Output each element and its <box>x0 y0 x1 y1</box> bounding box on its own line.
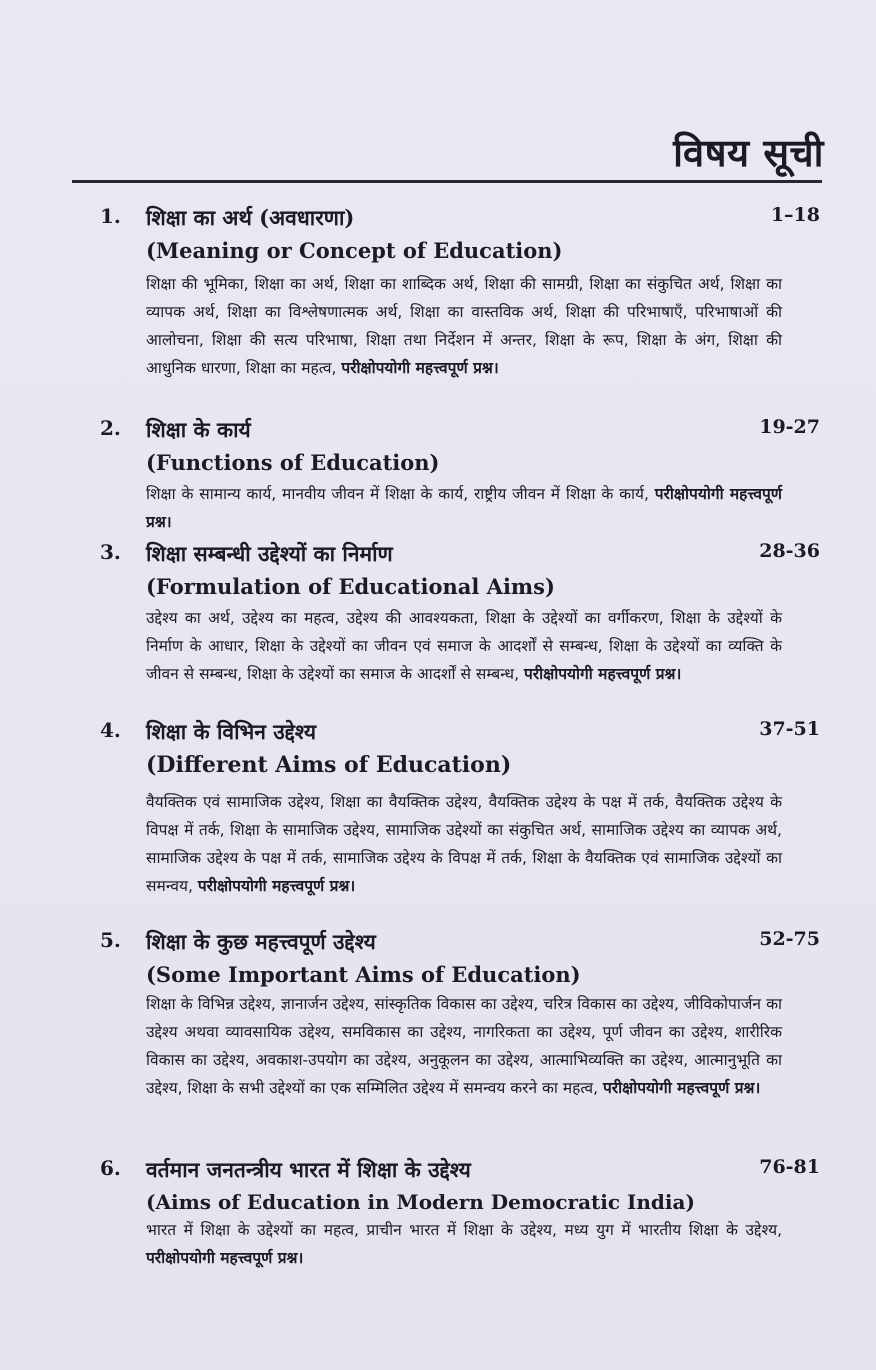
chapter-pages: 1–18 <box>770 204 820 226</box>
chapter-pages: 52-75 <box>759 928 820 950</box>
chapter-pages: 76-81 <box>759 1156 820 1178</box>
chapter-closing: परीक्षोपयोगी महत्त्वपूर्ण प्रश्न। <box>146 485 782 531</box>
chapter-closing: परीक्षोपयोगी महत्त्वपूर्ण प्रश्न। <box>602 1079 761 1097</box>
chapter-description <box>146 788 782 900</box>
chapter-topics: शिक्षा की भूमिका, शिक्षा का अर्थ, शिक्षा का शाब्दिक अर्थ, शिक्षा की सामग्री, शिक्षा का संकुचित अर्थ, शिक्षा का व्यापक अर्थ, शिक्षा का विश्लेषणात्मक अर्थ, शिक्षा का वास्तविक अर्थ, शिक्षा की परिभाषाएँ, परिभाषाओं की आलोचना, शिक्षा की सत्य परिभाषा, शिक्षा तथा निर्देशन में अन्तर, शिक्षा के रूप, शिक्षा के अंग, शिक्षा की आधुनिक धारणा, शिक्षा का महत्व, <box>146 275 782 377</box>
chapter-pages: 37-51 <box>759 718 820 740</box>
chapter-description <box>146 270 782 382</box>
chapter-closing: परीक्षोपयोगी महत्त्वपूर्ण प्रश्न। <box>197 877 356 895</box>
chapter-number: 5. <box>100 928 121 952</box>
chapter-closing: परीक्षोपयोगी महत्त्वपूर्ण प्रश्न। <box>341 359 499 377</box>
chapter-english-title: (Aims of Education in Modern Democratic India) <box>146 1190 695 1214</box>
page-title: विषय सूची <box>673 130 824 175</box>
chapter-description <box>146 1216 782 1272</box>
chapter-closing: परीक्षोपयोगी महत्त्वपूर्ण प्रश्न। <box>146 1249 304 1267</box>
chapter-closing: परीक्षोपयोगी महत्त्वपूर्ण प्रश्न। <box>523 665 682 683</box>
chapter-topics: शिक्षा के विभिन्न उद्देश्य, ज्ञानार्जन उद्देश्य, सांस्कृतिक विकास का उद्देश्य, चरित्र विकास का उद्देश्य, जीविकोपार्जन का उद्देश्य अथवा व्यावसायिक उद्देश्य, समविकास का उद्देश्य, नागरिकता का उद्देश्य, पूर्ण जीवन का उद्देश्य, शारीरिक विकास का उद्देश्य, अवकाश-उपयोग का उद्देश्य, अनुकूलन का उद्देश्य, आत्माभिव्यक्ति का उद्देश्य, आत्मानुभूति का उद्देश्य, शिक्षा के सभी उद्देश्यों का एक सम्मिलित उद्देश्य में समन्वय करने का महत्व, <box>146 995 782 1097</box>
chapter-hindi-title: वर्तमान जनतन्त्रीय भारत में शिक्षा के उद्देश्य <box>146 1157 471 1182</box>
chapter-number: 1. <box>100 204 121 228</box>
chapter-description <box>146 480 782 536</box>
chapter-topics: वैयक्तिक एवं सामाजिक उद्देश्य, शिक्षा का वैयक्तिक उद्देश्य, वैयक्तिक उद्देश्य के पक्ष में तर्क, वैयक्तिक उद्देश्य के विपक्ष में तर्क, शिक्षा के सामाजिक उद्देश्य, सामाजिक उद्देश्यों का संकुचित अर्थ, सामाजिक उद्देश्य का व्यापक अर्थ, सामाजिक उद्देश्य के पक्ष में तर्क, सामाजिक उद्देश्य के विपक्ष में तर्क, शिक्षा के वैयक्तिक एवं सामाजिक उद्देश्यों का समन्वय, <box>146 793 782 895</box>
chapter-number: 3. <box>100 540 121 564</box>
chapter-pages: 19-27 <box>759 416 820 438</box>
chapter-number: 4. <box>100 718 121 742</box>
chapter-hindi-title: शिक्षा सम्बन्धी उद्देश्यों का निर्माण <box>146 541 393 566</box>
chapter-english-title: (Functions of Education) <box>146 450 440 475</box>
chapter-english-title: (Some Important Aims of Education) <box>146 962 581 987</box>
chapter-hindi-title: शिक्षा के कार्य <box>146 417 251 442</box>
chapter-topics: शिक्षा के सामान्य कार्य, मानवीय जीवन में शिक्षा के कार्य, राष्ट्रीय जीवन में शिक्षा के कार्य, <box>146 485 649 503</box>
chapter-number: 6. <box>100 1156 121 1180</box>
title-rule <box>72 180 822 183</box>
chapter-english-title: (Different Aims of Education) <box>146 752 512 778</box>
chapter-hindi-title: शिक्षा के विभिन उद्देश्य <box>146 719 317 744</box>
chapter-hindi-title: शिक्षा का अर्थ (अवधारणा) <box>146 205 355 230</box>
chapter-number: 2. <box>100 416 121 440</box>
chapter-english-title: (Meaning or Concept of Education) <box>146 238 563 263</box>
chapter-description <box>146 990 782 1102</box>
chapter-english-title: (Formulation of Educational Aims) <box>146 574 555 599</box>
chapter-topics: उद्देश्य का अर्थ, उद्देश्य का महत्व, उद्देश्य की आवश्यकता, शिक्षा के उद्देश्यों का वर्गीकरण, शिक्षा के उद्देश्यों के निर्माण के आधार, शिक्षा के उद्देश्यों का जीवन एवं समाज के आदर्शों से सम्बन्ध, शिक्षा के उद्देश्यों का व्यक्ति के जीवन से सम्बन्ध, शिक्षा के उद्देश्यों का समाज के आदर्शों से सम्बन्ध, <box>146 609 782 683</box>
chapter-pages: 28-36 <box>759 540 820 562</box>
chapter-topics: भारत में शिक्षा के उद्देश्यों का महत्व, प्राचीन भारत में शिक्षा के उद्देश्य, मध्य युग में भारतीय शिक्षा के उद्देश्य, <box>146 1221 782 1239</box>
chapter-description <box>146 604 782 688</box>
chapter-hindi-title: शिक्षा के कुछ महत्त्वपूर्ण उद्देश्य <box>146 929 376 954</box>
